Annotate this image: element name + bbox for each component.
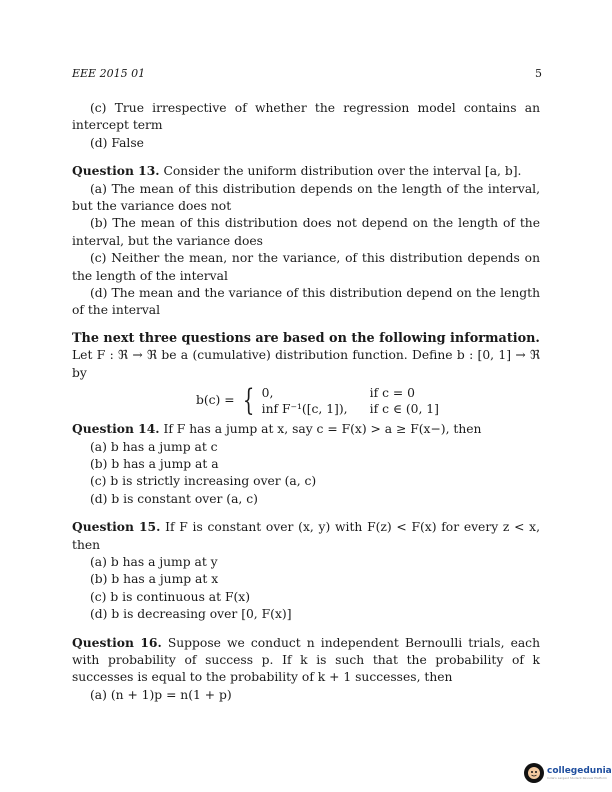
running-header: EEE 2015 01 [72,67,146,80]
question-14-text: If F has a jump at x, say c = F(x) > a ≥ F(x−), then [159,422,482,437]
question-15 [72,518,540,554]
piecewise-formula [196,384,540,418]
question-14 [72,420,540,438]
info-heading: The next three questions are based on the following information. [72,330,540,346]
q15-option-d: (d) b is decreasing over [0, F(x)] [90,607,292,622]
formula-case2-value: inf F⁻¹([c, 1]), [261,402,348,417]
formula-brace: { [242,383,254,419]
q14-option-d: (d) b is constant over (a, c) [90,491,258,506]
q13-option-c: (c) Neither the mean, nor the variance, of this distribution depends on the length of the interval [72,251,540,283]
q15-option-c: (c) b is continuous at F(x) [90,589,251,604]
mascot-face-icon [527,766,541,780]
q16-option-a: (a) (n + 1)p = n(1 + p) [90,687,232,702]
q14-option-b: (b) b has a jump at a [90,456,219,471]
question-14-label: Question 14. [72,421,160,437]
question-15-label: Question 15. [72,519,161,535]
q12-option-d: (d) False [90,135,144,150]
question-16 [72,634,540,687]
formula-case1-value: 0, [261,386,274,401]
question-16-text: Suppose we conduct n independent Bernoulli trials, each with probability of success p. If k is such that the probability of k successes is equal to the probability of k + 1 successes, then [72,635,540,685]
page-body [72,100,540,704]
page-number: 5 [535,67,542,80]
q14-option-c: (c) b is strictly increasing over (a, c) [90,474,317,489]
q15-option-b: (b) b has a jump at x [90,572,219,587]
formula-case1-condition: if c = 0 [369,386,415,401]
mascot-icon [524,763,544,783]
q14-option-a: (a) b has a jump at c [90,439,218,454]
q13-option-a: (a) The mean of this distribution depends on the length of the interval, but the variance does not [72,181,540,214]
question-13-text: Consider the uniform distribution over the interval [a, b]. [159,164,522,179]
question-13-label: Question 13. [72,163,160,179]
logo-tagline: India's Largest Student Review Platform [547,776,607,780]
question-16-label: Question 16. [72,634,162,650]
info-text: Let F : ℜ → ℜ be a (cumulative) distribution function. Define b : [0, 1] → ℜ by [72,348,540,380]
q15-option-a: (a) b has a jump at y [90,554,218,569]
q13-option-d: (d) The mean and the variance of this distribution depend on the length of the interval [72,286,540,318]
q12-option-c: (c) True irrespective of whether the regression model contains an intercept term [72,101,540,133]
question-15-text: If F is constant over (x, y) with F(z) < F(x) for every z < x, then [72,520,540,552]
q13-option-b: (b) The mean of this distribution does not depend on the length of the interval, but the variance does [72,216,540,248]
formula-case2-condition: if c ∈ (0, 1] [369,402,439,417]
formula-lhs: b(c) = [196,393,235,408]
question-13 [72,162,540,180]
collegedunia-logo [524,763,612,783]
logo-brand: collegedunia [547,766,612,776]
